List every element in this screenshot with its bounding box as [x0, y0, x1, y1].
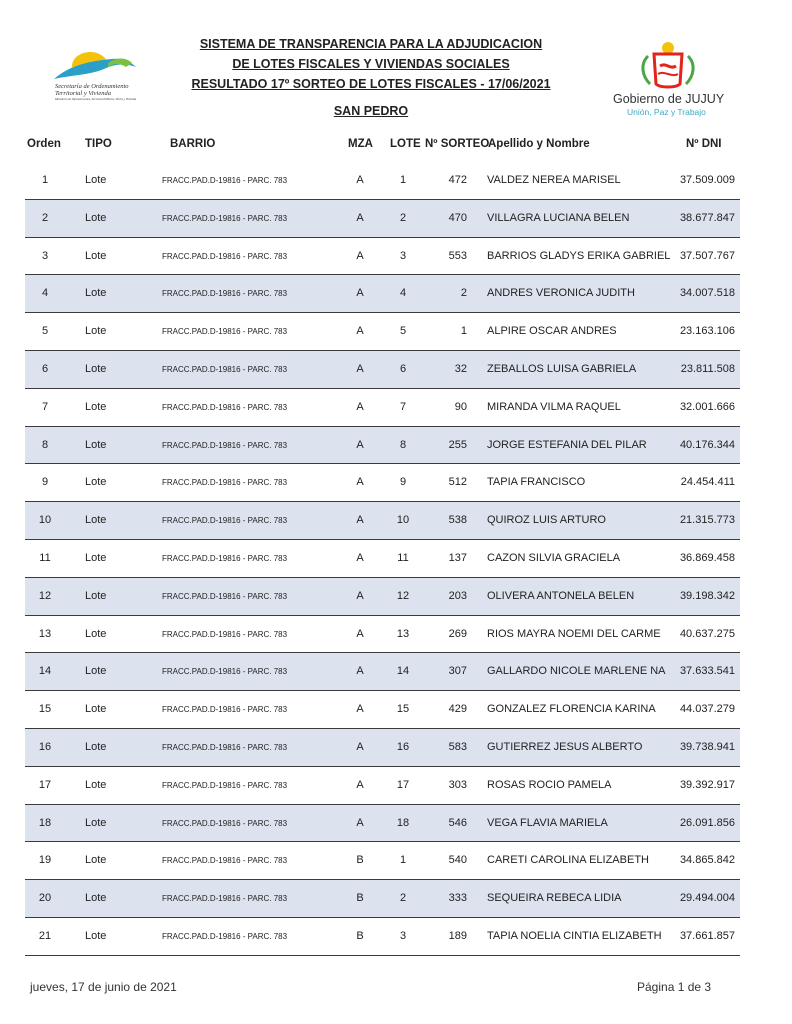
cell-sorteo: 553 — [448, 249, 467, 262]
cell-mza: A — [356, 400, 364, 413]
cell-tipo: Lote — [85, 249, 107, 262]
cell-barrio: FRACC.PAD.D-19816 - PARC. 783 — [162, 327, 288, 337]
cell-nombre: TAPIA FRANCISCO — [487, 476, 586, 489]
secretaria-logo — [50, 45, 150, 105]
cell-sorteo: 303 — [448, 778, 467, 791]
cell-nombre: JORGE ESTEFANIA DEL PILAR — [487, 438, 647, 451]
cell-tipo: Lote — [85, 929, 107, 942]
cell-sorteo: 546 — [448, 816, 467, 829]
cell-lote: 3 — [399, 929, 407, 942]
cell-orden: 14 — [38, 665, 52, 678]
col-orden: Orden — [27, 138, 61, 150]
table-row — [25, 351, 740, 389]
cell-dni: 37.633.541 — [679, 665, 735, 678]
logo-left-line1: Secretaría de Ordenamiento — [55, 83, 129, 90]
cell-lote: 8 — [399, 438, 407, 451]
cell-barrio: FRACC.PAD.D-19816 - PARC. 783 — [162, 667, 288, 677]
cell-barrio: FRACC.PAD.D-19816 - PARC. 783 — [162, 742, 288, 752]
cell-lote: 7 — [399, 400, 407, 413]
cell-nombre: VEGA FLAVIA MARIELA — [487, 816, 608, 829]
cell-mza: B — [356, 929, 364, 942]
cell-nombre: CAZON SILVIA GRACIELA — [487, 551, 621, 564]
cell-orden: 16 — [38, 740, 52, 753]
cell-orden: 4 — [41, 287, 49, 300]
cell-dni: 24.454.411 — [680, 476, 735, 489]
cell-nombre: GUTIERREZ JESUS ALBERTO — [487, 740, 643, 753]
cell-mza: A — [356, 514, 364, 527]
table-row — [25, 502, 740, 540]
cell-orden: 20 — [38, 892, 52, 905]
cell-barrio: FRACC.PAD.D-19816 - PARC. 783 — [162, 931, 288, 941]
cell-sorteo: 137 — [448, 551, 467, 564]
cell-tipo: Lote — [85, 551, 107, 564]
col-barrio: BARRIO — [170, 138, 216, 150]
cell-sorteo: 2 — [460, 287, 467, 300]
cell-sorteo: 540 — [448, 854, 467, 867]
cell-dni: 34.865.842 — [679, 854, 735, 867]
cell-sorteo: 512 — [448, 476, 467, 489]
table-row — [25, 767, 740, 805]
cell-mza: A — [356, 551, 364, 564]
table-row — [25, 313, 740, 351]
table-header — [0, 138, 792, 156]
cell-mza: A — [356, 211, 364, 224]
cell-lote: 16 — [396, 740, 410, 753]
cell-mza: A — [356, 438, 364, 451]
cell-sorteo: 429 — [448, 703, 467, 716]
cell-mza: A — [356, 703, 364, 716]
cell-sorteo: 538 — [448, 514, 467, 527]
cell-barrio: FRACC.PAD.D-19816 - PARC. 783 — [162, 440, 288, 450]
cell-orden: 17 — [38, 778, 52, 791]
col-sorteo: Nº SORTEO — [425, 138, 490, 150]
cell-barrio: FRACC.PAD.D-19816 - PARC. 783 — [162, 591, 288, 601]
cell-dni: 40.176.344 — [679, 438, 735, 451]
cell-sorteo: 269 — [448, 627, 467, 640]
cell-dni: 44.037.279 — [679, 703, 735, 716]
cell-mza: A — [356, 174, 364, 186]
cell-mza: A — [356, 476, 364, 489]
cell-mza: A — [356, 589, 364, 602]
table-row — [25, 578, 740, 616]
cell-dni: 29.494.004 — [679, 892, 735, 905]
cell-orden: 19 — [38, 854, 52, 867]
cell-barrio: FRACC.PAD.D-19816 - PARC. 783 — [162, 176, 288, 185]
table-row — [25, 842, 740, 880]
cell-barrio: FRACC.PAD.D-19816 - PARC. 783 — [162, 553, 288, 563]
table-row — [25, 653, 740, 691]
header-line1: SISTEMA DE TRANSPARENCIA PARA LA ADJUDICACION — [199, 37, 543, 51]
cell-nombre: VILLAGRA LUCIANA BELEN — [487, 211, 630, 224]
cell-nombre: CARETI CAROLINA ELIZABETH — [487, 854, 649, 867]
cell-sorteo: 90 — [454, 400, 467, 413]
cell-dni: 23.163.106 — [679, 325, 735, 338]
cell-nombre: SEQUEIRA REBECA LIDIA — [487, 892, 622, 905]
cell-barrio: FRACC.PAD.D-19816 - PARC. 783 — [162, 402, 288, 412]
footer-date: jueves, 17 de junio de 2021 — [30, 980, 177, 994]
header-line3: RESULTADO 17º SORTEO DE LOTES FISCALES - 17/06/2021 — [191, 77, 551, 91]
header-line2: DE LOTES FISCALES Y VIVIENDAS SOCIALES — [232, 57, 510, 71]
sun-wave-logo-icon — [50, 45, 140, 85]
cell-lote: 1 — [399, 854, 407, 867]
table-row — [25, 427, 740, 465]
cell-tipo: Lote — [85, 211, 107, 224]
cell-nombre: ROSAS ROCIO PAMELA — [487, 778, 612, 791]
cell-lote: 11 — [397, 551, 409, 564]
cell-barrio: FRACC.PAD.D-19816 - PARC. 783 — [162, 818, 288, 828]
cell-dni: 39.198.342 — [679, 589, 735, 602]
cell-lote: 15 — [396, 703, 410, 716]
cell-sorteo: 1 — [460, 325, 467, 338]
cell-lote: 2 — [399, 892, 407, 905]
cell-lote: 17 — [396, 778, 410, 791]
table-row — [25, 880, 740, 918]
cell-nombre: ANDRES VERONICA JUDITH — [487, 287, 635, 300]
cell-barrio: FRACC.PAD.D-19816 - PARC. 783 — [162, 894, 288, 904]
table-row — [25, 540, 740, 578]
cell-dni: 36.869.458 — [679, 551, 735, 564]
cell-lote: 2 — [399, 211, 407, 224]
cell-nombre: VALDEZ NEREA MARISEL — [487, 174, 621, 186]
cell-lote: 14 — [396, 665, 410, 678]
cell-orden: 1 — [41, 174, 49, 186]
cell-lote: 3 — [399, 249, 407, 262]
cell-orden: 9 — [41, 476, 49, 489]
cell-nombre: GONZALEZ FLORENCIA KARINA — [487, 703, 656, 716]
cell-nombre: ZEBALLOS LUISA GABRIELA — [487, 362, 637, 375]
cell-barrio: FRACC.PAD.D-19816 - PARC. 783 — [162, 364, 288, 374]
cell-barrio: FRACC.PAD.D-19816 - PARC. 783 — [162, 289, 288, 299]
cell-orden: 13 — [38, 627, 52, 640]
cell-mza: A — [356, 816, 364, 829]
cell-nombre: MIRANDA VILMA RAQUEL — [487, 400, 621, 413]
table-row — [25, 162, 740, 200]
cell-tipo: Lote — [85, 362, 107, 375]
cell-orden: 3 — [41, 249, 49, 262]
cell-sorteo: 255 — [448, 438, 467, 451]
cell-orden: 6 — [41, 362, 49, 375]
cell-mza: A — [356, 627, 364, 640]
cell-sorteo: 32 — [454, 362, 467, 375]
cell-barrio: FRACC.PAD.D-19816 - PARC. 783 — [162, 780, 288, 790]
cell-tipo: Lote — [85, 287, 107, 300]
cell-orden: 10 — [38, 514, 52, 527]
cell-lote: 5 — [399, 325, 407, 338]
cell-lote: 10 — [396, 514, 410, 527]
col-mza: MZA — [348, 138, 373, 150]
cell-sorteo: 203 — [448, 589, 467, 602]
cell-barrio: FRACC.PAD.D-19816 - PARC. 783 — [162, 856, 288, 866]
cell-tipo: Lote — [85, 514, 107, 527]
cell-sorteo: 333 — [448, 892, 467, 905]
cell-orden: 15 — [38, 703, 52, 716]
cell-mza: A — [356, 665, 364, 678]
cell-dni: 37.507.767 — [679, 249, 735, 262]
table-row — [25, 918, 740, 956]
cell-sorteo: 189 — [448, 929, 467, 942]
cell-nombre: RIOS MAYRA NOEMI DEL CARME — [487, 627, 661, 640]
header-location: SAN PEDRO — [333, 104, 409, 118]
table-row — [25, 275, 740, 313]
cell-tipo: Lote — [85, 816, 107, 829]
cell-tipo: Lote — [85, 325, 107, 338]
cell-orden: 5 — [41, 325, 49, 338]
cell-mza: B — [356, 854, 364, 867]
cell-tipo: Lote — [85, 740, 107, 753]
footer-page: Página 1 de 3 — [637, 980, 712, 994]
cell-dni: 39.738.941 — [679, 740, 735, 753]
cell-dni: 40.637.275 — [679, 627, 735, 640]
cell-tipo: Lote — [85, 665, 107, 678]
cell-sorteo: 307 — [448, 665, 467, 678]
cell-orden: 21 — [38, 929, 52, 942]
cell-sorteo: 472 — [448, 174, 467, 186]
cell-dni: 38.677.847 — [679, 211, 735, 224]
cell-orden: 12 — [38, 589, 52, 602]
col-dni: Nº DNI — [686, 138, 722, 150]
table-row — [25, 805, 740, 843]
document-header — [150, 34, 592, 118]
cell-lote: 1 — [399, 174, 407, 186]
cell-tipo: Lote — [85, 438, 107, 451]
cell-dni: 26.091.856 — [679, 816, 735, 829]
col-nombre: Apellido y Nombre — [488, 138, 590, 150]
col-lote: LOTE — [390, 138, 421, 150]
results-table — [25, 162, 740, 956]
cell-nombre: BARRIOS GLADYS ERIKA GABRIEL — [487, 249, 671, 262]
cell-tipo: Lote — [85, 174, 107, 186]
table-row — [25, 616, 740, 654]
table-row — [25, 238, 740, 276]
cell-mza: A — [356, 249, 364, 262]
cell-nombre: GALLARDO NICOLE MARLENE NA — [487, 665, 666, 678]
cell-dni: 37.509.009 — [679, 174, 735, 186]
cell-barrio: FRACC.PAD.D-19816 - PARC. 783 — [162, 629, 288, 639]
cell-orden: 18 — [38, 816, 52, 829]
cell-mza: A — [356, 740, 364, 753]
cell-dni: 39.392.917 — [679, 778, 735, 791]
table-row — [25, 464, 740, 502]
cell-mza: A — [356, 325, 364, 338]
cell-nombre: ALPIRE OSCAR ANDRES — [487, 325, 617, 338]
cell-nombre: TAPIA NOELIA CINTIA ELIZABETH — [487, 929, 662, 942]
cell-dni: 23.811.508 — [680, 362, 735, 375]
gobierno-motto: Unión, Paz y Trabajo — [627, 107, 706, 117]
cell-orden: 2 — [41, 211, 49, 224]
table-row — [25, 729, 740, 767]
gobierno-jujuy-logo — [610, 40, 740, 125]
cell-mza: A — [356, 362, 364, 375]
col-tipo: TIPO — [85, 138, 112, 150]
table-row — [25, 389, 740, 427]
cell-mza: A — [356, 778, 364, 791]
cell-tipo: Lote — [85, 854, 107, 867]
cell-mza: A — [356, 287, 364, 300]
cell-barrio: FRACC.PAD.D-19816 - PARC. 783 — [162, 478, 288, 488]
gobierno-name: Gobierno de JUJUY — [613, 92, 725, 106]
cell-lote: 13 — [396, 627, 410, 640]
cell-tipo: Lote — [85, 778, 107, 791]
cell-lote: 4 — [399, 287, 407, 300]
cell-nombre: QUIROZ LUIS ARTURO — [487, 514, 606, 527]
cell-barrio: FRACC.PAD.D-19816 - PARC. 783 — [162, 213, 288, 223]
jujuy-emblem-icon — [628, 40, 708, 90]
cell-orden: 8 — [41, 438, 49, 451]
logo-left-line2: Territorial y Vivienda — [55, 90, 111, 97]
cell-orden: 11 — [39, 551, 51, 564]
cell-tipo: Lote — [85, 589, 107, 602]
cell-mza: B — [356, 892, 364, 905]
table-row — [25, 691, 740, 729]
cell-lote: 6 — [399, 362, 407, 375]
cell-dni: 34.007.518 — [679, 287, 735, 300]
cell-orden: 7 — [41, 400, 49, 413]
cell-tipo: Lote — [85, 703, 107, 716]
cell-lote: 12 — [396, 589, 410, 602]
logo-left-line3: Ministerio de Infraestructura, Servicios Públicos, Tierra y Vivienda — [55, 97, 137, 101]
cell-sorteo: 583 — [448, 740, 467, 753]
cell-barrio: FRACC.PAD.D-19816 - PARC. 783 — [162, 516, 288, 526]
cell-dni: 32.001.666 — [679, 400, 735, 413]
cell-dni: 37.661.857 — [679, 929, 735, 942]
cell-barrio: FRACC.PAD.D-19816 - PARC. 783 — [162, 251, 288, 261]
table-row — [25, 200, 740, 238]
cell-dni: 21.315.773 — [679, 514, 735, 527]
cell-barrio: FRACC.PAD.D-19816 - PARC. 783 — [162, 705, 288, 715]
cell-tipo: Lote — [85, 400, 107, 413]
cell-sorteo: 470 — [448, 211, 467, 224]
cell-tipo: Lote — [85, 476, 107, 489]
cell-lote: 18 — [396, 816, 410, 829]
cell-tipo: Lote — [85, 892, 107, 905]
cell-tipo: Lote — [85, 627, 107, 640]
cell-nombre: OLIVERA ANTONELA BELEN — [487, 589, 635, 602]
cell-lote: 9 — [399, 476, 407, 489]
